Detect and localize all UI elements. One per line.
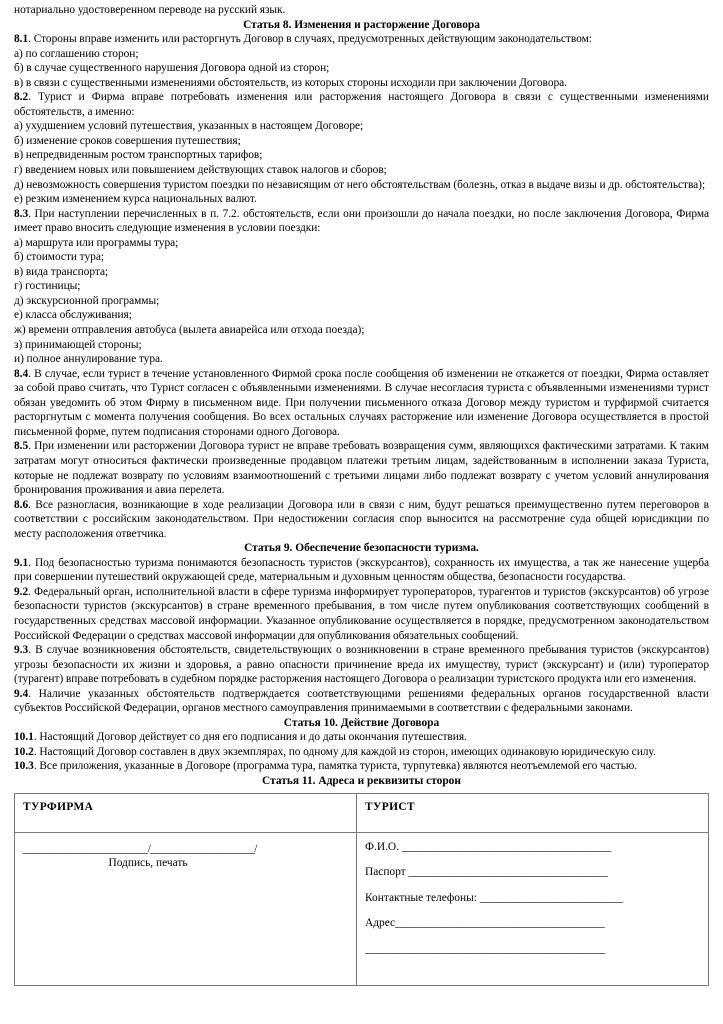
clause-8-3-e (14, 308, 709, 323)
clause-text: г) введением новых или повышением действующих ставок налогов и сборов; (14, 164, 387, 177)
clause-text: в) непредвиденным ростом транспортных тарифов; (14, 149, 263, 162)
clause-text: . Наличие указанных обстоятельств подтверждается соответствующими решениями федеральных органов государственной власти субъектов Российской Федерации, органов местного самоуправления принимаемыми в соответствии с федеральными законами. (14, 687, 709, 715)
clause-number: 9.1 (14, 556, 29, 569)
signature-table (14, 793, 709, 986)
clause-text: д) невозможность совершения туристом поездки по независящим от него обстоятельствам (болезнь, отказ в выдаче визы и др. обстоятельства); (14, 178, 706, 191)
clause-text: . Настоящий Договор составлен в двух экземплярах, по одному для каждой из сторон, имеющих одинаковую юридическую силу. (33, 745, 656, 758)
clause-number: 8.4 (14, 367, 29, 380)
clause-number: 10.2 (14, 745, 34, 758)
clause-9-4 (14, 687, 709, 716)
clause-8-2-d (14, 178, 709, 193)
field-phones[interactable] (365, 890, 700, 907)
clause-8-2-b (14, 134, 709, 149)
clause-8-5 (14, 439, 709, 497)
clause-8-3-v (14, 265, 709, 280)
clause-text: б) стоимости тура; (14, 251, 104, 264)
field-fio-label: Ф.И.О. (365, 840, 399, 853)
clause-8-2 (14, 90, 709, 119)
clause-text: . Все разногласия, возникающие в ходе реализации Договора или в связи с ним, будут решаться преимущественно путем переговоров в соответствии с российским законодательством. При недостижении согласия спор выносится на рассмотрение суда общей юрисдикции по месту расположения ответчика. (14, 498, 709, 540)
article-11-heading: Статья 11. Адреса и реквизиты сторон (262, 774, 461, 787)
clause-text: в) в связи с существенными изменениями обстоятельств, из которых стороны исходили при заключении Договора. (14, 76, 568, 89)
clause-text: . Под безопасностью туризма понимаются безопасность туристов (экскурсантов), сохранность их имущества, а так же нанесение ущерба при совершении путешествий окружающей среде, материальным и духовным ценностям общества, безопасности государства. (14, 556, 709, 584)
field-passport[interactable] (365, 864, 700, 881)
clause-8-3-g (14, 279, 709, 294)
firm-signature-caption: Подпись, печать (108, 856, 188, 869)
clause-8-2-v (14, 148, 709, 163)
clause-9-1 (14, 556, 709, 585)
clause-8-3-d (14, 294, 709, 309)
clause-text: . Настоящий Договор действует со дня его подписания и до даты окончания путешествия. (33, 731, 467, 744)
clause-text: з) принимающей стороны; (14, 338, 142, 351)
field-address-label: Адрес (365, 917, 396, 930)
article-8-heading: Статья 8. Изменения и расторжение Договора (243, 18, 480, 31)
clause-8-3-zh (14, 323, 709, 338)
clause-number: 9.3 (14, 644, 29, 657)
clause-number: 9.4 (14, 687, 29, 700)
clause-8-3-z (14, 338, 709, 353)
lead-line: нотариально удостоверенном переводе на русский язык. (14, 4, 286, 16)
clause-text: . Все приложения, указанные в Договоре (программа тура, памятка туриста, турпутевка) являются неотъемлемой его частью. (33, 760, 638, 773)
clause-text: д) экскурсионной программы; (14, 294, 160, 307)
clause-8-3 (14, 207, 709, 236)
clause-text: е) резким изменением курса национальных валют. (14, 193, 257, 206)
clause-number: 10.1 (14, 731, 34, 744)
tourist-details-cell (357, 832, 709, 985)
clause-text: и) полное аннулирование тура. (14, 353, 163, 366)
clause-8-2-a (14, 119, 709, 134)
clause-10-2 (14, 745, 709, 760)
clause-text: . Турист и Фирма вправе потребовать изменения или расторжения настоящего Договора в связи с существенными изменениями обстоятельств, а именно: (14, 91, 709, 118)
spacer (365, 855, 700, 864)
clause-9-2 (14, 585, 709, 643)
table-row-header (15, 793, 709, 832)
clause-number: 10.3 (14, 760, 34, 773)
clause-number: 8.2 (14, 91, 29, 104)
article-10-heading: Статья 10. Действие Договора (283, 716, 440, 729)
field-phones-label: Контактные телефоны: (365, 891, 477, 904)
clause-9-3 (14, 643, 709, 687)
clause-8-1 (14, 32, 709, 47)
field-fio[interactable] (365, 839, 700, 856)
clause-10-1 (14, 730, 709, 745)
clause-text: . В случае, если турист в течение установленного Фирмой срока после сообщения об изменении не откажется от поездки, Фирма оставляет за собой право считать, что Турист согласен с объявленными изменениями. В случае несогласия туриста с объявленными изменениями турист обязан уведомить об этом Фирму в письменном виде. При получении письменного отказа Договор между туристом и турфирмой считается расторгнутым с момента получения сообщения. Во всех остальных случаях расторжение или изменение Договора осуществляется в простой письменной форме, путем подписания сторонами одного Договора. (14, 367, 709, 438)
clause-text: ж) времени отправления автобуса (вылета авиарейса или отхода поезда); (14, 324, 365, 337)
column-header-firm: ТУРФИРМА (15, 793, 357, 832)
column-header-tourist: ТУРИСТ (357, 793, 709, 832)
spacer (365, 881, 700, 890)
clause-text: а) маршрута или программы тура; (14, 236, 179, 249)
clause-number: 8.5 (14, 440, 29, 453)
clause-text: . В случае возникновения обстоятельств, свидетельствующих о возникновении в стране временного пребывания туристов (экскурсантов) угрозы безопасности их жизни и здоровья, а равно опасности причинение вреда их имуществу, турист (экскурсант) и (или) туроператор (турагент) вправе потребовать в судебном порядке расторжения настоящего Договора о реализации туристского продукта или его изменения. (14, 644, 709, 686)
field-address-continued[interactable] (365, 941, 700, 958)
table-row-body (15, 832, 709, 985)
firm-details-cell (15, 832, 357, 985)
clause-text: . При наступлении перечисленных в п. 7.2. обстоятельств, если они произошли до начала поездки, но после заключения Договора, Фирма имеет право вносить следующие изменения в условии поездки: (14, 207, 709, 235)
spacer (365, 906, 700, 915)
clause-10-3 (14, 759, 709, 774)
clause-8-1-b (14, 61, 709, 76)
firm-signature-rule[interactable]: ________________________/____________________/ (23, 842, 257, 855)
clause-text: а) ухудшением условий путешествия, указанных в настоящем Договоре; (14, 120, 364, 133)
field-passport-label: Паспорт (365, 866, 406, 879)
clause-8-4 (14, 367, 709, 440)
clause-text: г) гостиницы; (14, 280, 81, 293)
clause-8-3-b (14, 250, 709, 265)
clause-text: . Федеральный орган, исполнительной власти в сфере туризма информирует туроператоров, турагентов и туристов (экскурсантов) об угрозе безопасности туристов (экскурсантов) в стране временного пребывания, в том числе путем опубликования соответствующих сообщений в государственных средствах массовой информации. Указанное опубликование осуществляется в порядке, предусмотренном законодательством Российской Федерации о средствах массовой информации для опубликования обязательных сообщений. (14, 585, 709, 642)
field-phones-rule[interactable]: ____________________________ (479, 891, 623, 904)
spacer (365, 932, 700, 941)
clause-8-2-e (14, 192, 709, 207)
clause-text: . Стороны вправе изменить или расторгнуть Договор в случаях, предусмотренных действующим законодательством: (28, 33, 592, 46)
clause-8-3-i (14, 352, 709, 367)
field-address[interactable] (365, 915, 700, 932)
field-address-continued-rule[interactable]: _______________________________________________ (365, 942, 605, 955)
clause-text: . При изменении или расторжении Договора турист не вправе требовать возвращения сумм, являющихся фактическими затратами. К таким затратам могут относиться фактически произведенные продавцом платежи третьим лицам, задействованным в исполнении заказа Туриста, которые не подлежат возврату по условиям взаимоотношений с третьими лицами либо подлежат возврату с учетом условий аннулирования бронирования проживания и авиа перелета. (14, 440, 709, 497)
clause-number: 8.3 (14, 207, 29, 220)
clause-8-2-g (14, 163, 709, 178)
field-fio-rule[interactable]: _________________________________________ (401, 840, 611, 853)
clause-8-1-a (14, 47, 709, 62)
clause-text: а) по соглашению сторон; (14, 47, 139, 60)
article-9-heading: Статья 9. Обеспечение безопасности туризма. (244, 542, 479, 555)
clause-text: б) изменение сроков совершения путешествия; (14, 134, 241, 147)
clause-number: 8.1 (14, 33, 29, 46)
field-passport-rule[interactable]: _______________________________________ (408, 866, 608, 879)
clause-text: е) класса обслуживания; (14, 309, 132, 322)
clause-text: в) вида транспорта; (14, 265, 109, 278)
clause-text: б) в случае существенного нарушения Договора одной из сторон; (14, 62, 330, 75)
field-address-rule[interactable]: _________________________________________ (395, 917, 605, 930)
clause-8-6 (14, 498, 709, 542)
clause-8-3-a (14, 236, 709, 251)
clause-number: 8.6 (14, 498, 29, 511)
clause-8-1-v (14, 76, 709, 91)
clause-number: 9.2 (14, 585, 29, 598)
